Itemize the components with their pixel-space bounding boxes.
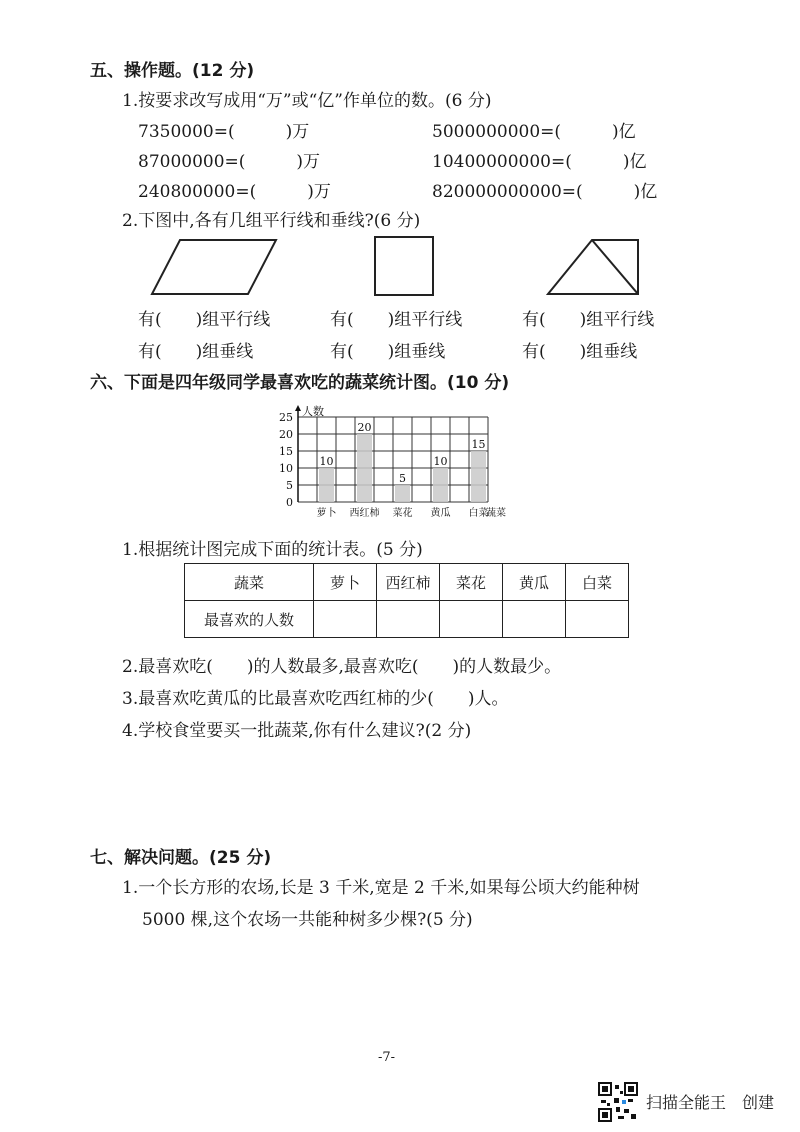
table-answer-cell <box>314 601 377 638</box>
bar-value-label: 10 <box>433 455 448 468</box>
s7-q1-line1: 1.一个长方形的农场,长是 3 千米,宽是 2 千米,如果每公顷大约能种树 <box>122 878 640 898</box>
bar-value-label: 5 <box>399 472 406 485</box>
parallelogram-figure <box>150 236 280 298</box>
s5-q1-row3-left: 240800000=( )万 <box>138 182 331 202</box>
trapezoid-figure <box>546 236 646 298</box>
table-header-cell: 菜花 <box>440 564 503 601</box>
bar-value-label: 20 <box>357 421 372 434</box>
x-category-label: 黄瓜 <box>430 508 451 519</box>
s5-q1-title: 1.按要求改写成用“万”或“亿”作单位的数。(6 分) <box>122 91 492 111</box>
y-tick-label: 25 <box>279 411 293 424</box>
watermark: 扫描全能王 创建 <box>646 1093 775 1112</box>
section6-heading: 六、下面是四年级同学最喜欢吃的蔬菜统计图。(10 分) <box>90 373 510 393</box>
table-header-cell: 蔬菜 <box>185 564 314 601</box>
s5-q1-row1-right: 5000000000=( )亿 <box>432 122 636 142</box>
y-tick-label: 10 <box>279 462 293 475</box>
table-answer-cell <box>503 601 566 638</box>
x-category-label: 西红柿 <box>349 508 380 519</box>
section5-heading: 五、操作题。(12 分) <box>90 61 255 81</box>
s5-q2-title: 2.下图中,各有几组平行线和垂线?(6 分) <box>122 211 421 231</box>
s6-q4: 4.学校食堂要买一批蔬菜,你有什么建议?(2 分) <box>122 721 472 741</box>
bar-value-label: 15 <box>471 438 486 451</box>
bar-value-label: 10 <box>319 455 334 468</box>
table-header-cell: 西红柿 <box>377 564 440 601</box>
table-row <box>185 601 629 638</box>
s5-q1-row3-right: 820000000000=( )亿 <box>432 182 658 202</box>
qr-code-icon <box>598 1082 638 1122</box>
table-header-cell: 黄瓜 <box>503 564 566 601</box>
bar <box>319 468 334 502</box>
page-number: -7- <box>378 1050 396 1065</box>
bar <box>395 485 410 502</box>
fig3-perpendicular-answer: 有( )组垂线 <box>522 342 638 362</box>
table-header-row <box>185 564 629 601</box>
s7-q1-line2: 5000 棵,这个农场一共能种树多少棵?(5 分) <box>142 910 473 930</box>
statistics-table <box>184 563 629 638</box>
x-axis-label: 蔬菜 <box>486 508 506 519</box>
y-tick-label: 20 <box>279 428 293 441</box>
bar <box>471 451 486 502</box>
x-category-label: 白菜 <box>468 508 489 519</box>
y-axis-label: 人数 <box>302 405 324 418</box>
s5-q1-row2-right: 10400000000=( )亿 <box>432 152 647 172</box>
s5-q1-row2-left: 87000000=( )万 <box>138 152 321 172</box>
table-header-cell: 萝卜 <box>314 564 377 601</box>
s6-q2: 2.最喜欢吃( )的人数最多,最喜欢吃( )的人数最少。 <box>122 657 562 677</box>
vegetable-bar-chart <box>270 392 530 526</box>
table-answer-cell <box>566 601 629 638</box>
x-category-label: 菜花 <box>392 508 413 519</box>
y-tick-label: 15 <box>279 445 293 458</box>
fig3-parallel-answer: 有( )组平行线 <box>522 310 655 330</box>
table-header-cell: 白菜 <box>566 564 629 601</box>
x-category-label: 萝卜 <box>316 508 337 519</box>
section7-heading: 七、解决问题。(25 分) <box>90 848 272 868</box>
bar <box>357 434 372 502</box>
y-tick-label: 5 <box>286 479 293 492</box>
y-tick-label: 0 <box>286 496 293 509</box>
fig2-parallel-answer: 有( )组平行线 <box>330 310 463 330</box>
fig1-perpendicular-answer: 有( )组垂线 <box>138 342 254 362</box>
s6-q3: 3.最喜欢吃黄瓜的比最喜欢吃西红柿的少( )人。 <box>122 689 509 709</box>
square-figure <box>372 234 436 298</box>
table-row-label: 最喜欢的人数 <box>185 601 314 638</box>
s6-q1-title: 1.根据统计图完成下面的统计表。(5 分) <box>122 540 423 560</box>
table-answer-cell <box>377 601 440 638</box>
fig1-parallel-answer: 有( )组平行线 <box>138 310 271 330</box>
y-axis-arrow <box>295 405 301 411</box>
s5-q1-row1-left: 7350000=( )万 <box>138 122 310 142</box>
table-answer-cell <box>440 601 503 638</box>
fig2-perpendicular-answer: 有( )组垂线 <box>330 342 446 362</box>
bar <box>433 468 448 502</box>
